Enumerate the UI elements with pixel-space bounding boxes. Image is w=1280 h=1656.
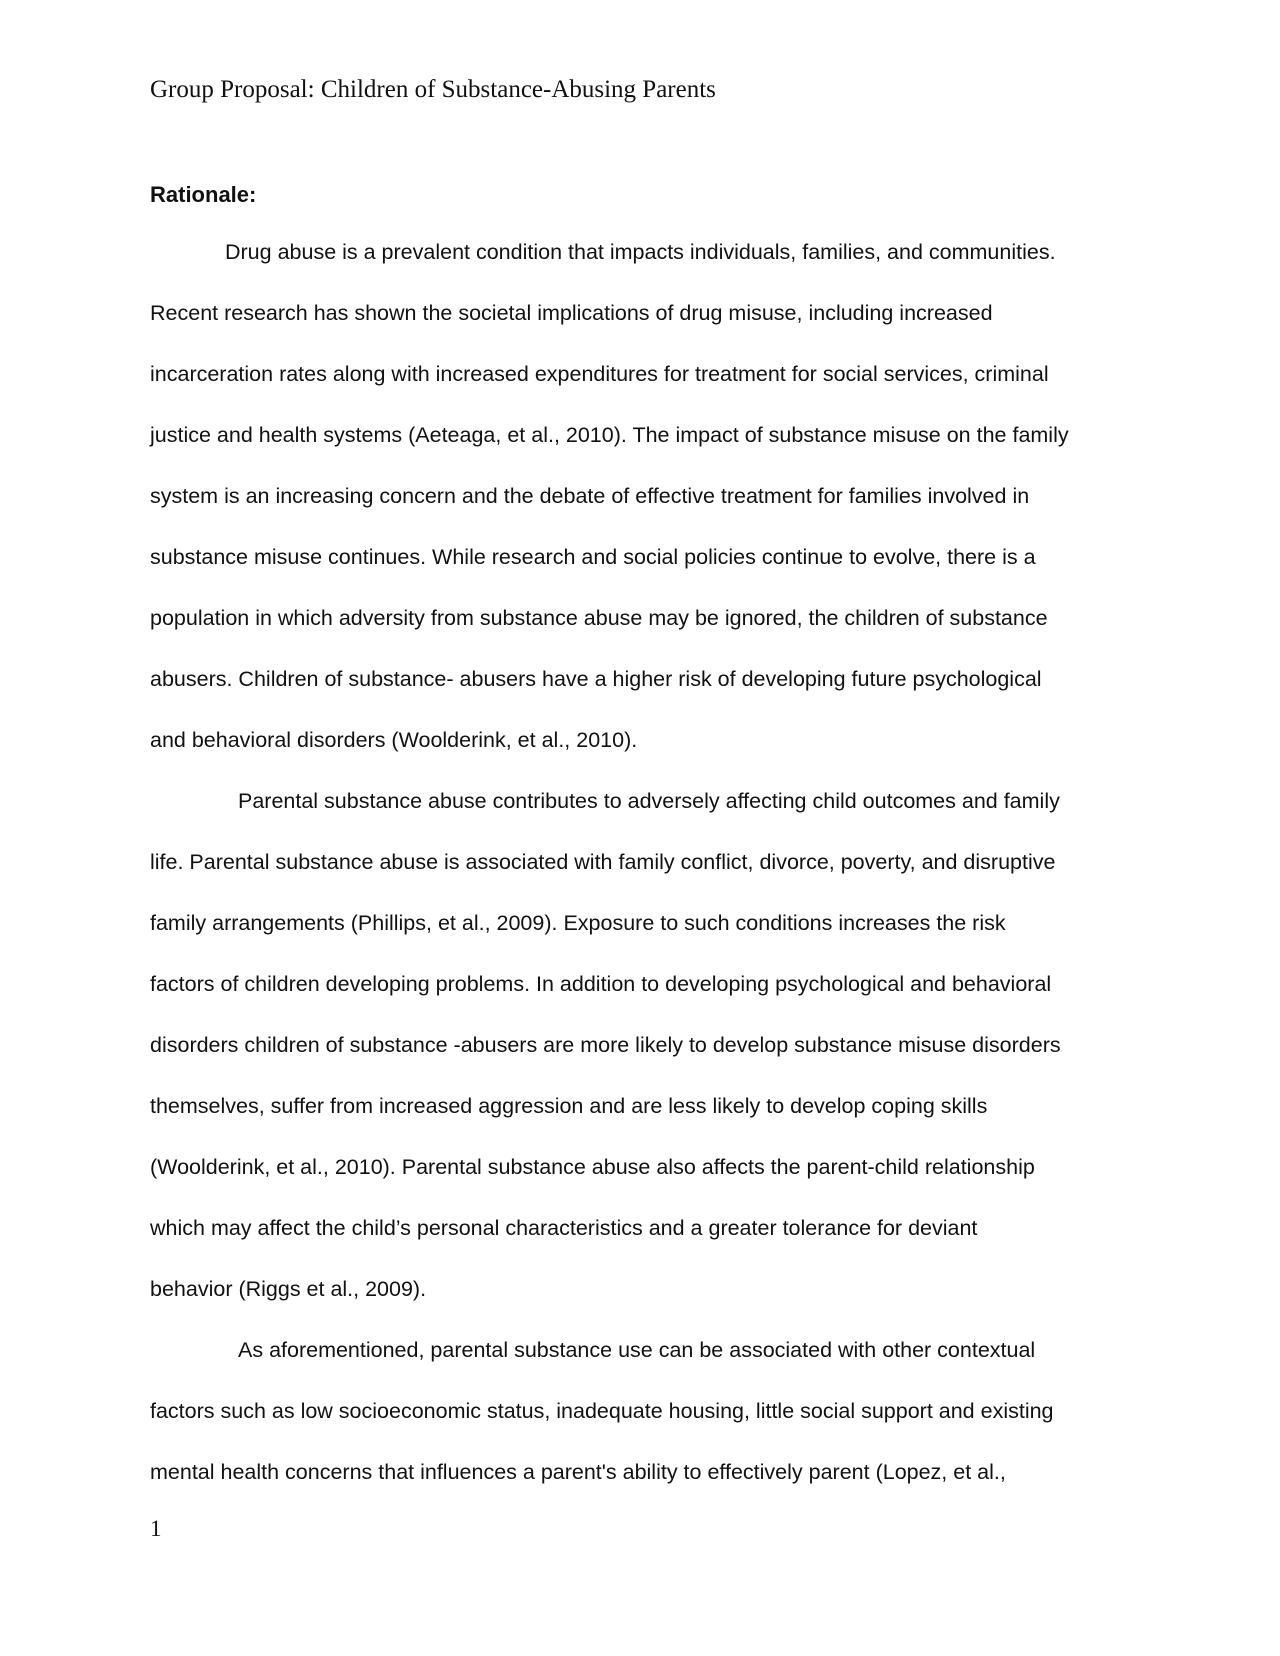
page-number: 1: [150, 1516, 162, 1541]
paragraph-line: abusers. Children of substance- abusers have a higher risk of developing future psychological: [150, 667, 1042, 691]
paragraph-line: (Woolderink, et al., 2010). Parental substance abuse also affects the parent-child relationship: [150, 1155, 1035, 1179]
paragraph-line: which may affect the child’s personal characteristics and a greater tolerance for deviant: [150, 1216, 978, 1240]
paragraph-line: mental health concerns that influences a parent's ability to effectively parent (Lopez, et al.,: [150, 1460, 1006, 1484]
paragraph-line: substance misuse continues. While research and social policies continue to evolve, there is a: [150, 545, 1036, 569]
section-heading: Rationale:: [150, 182, 257, 207]
paragraph-line: and behavioral disorders (Woolderink, et al., 2010).: [150, 728, 638, 752]
paragraph-line: As aforementioned, parental substance use can be associated with other contextual: [238, 1338, 1036, 1362]
running-header: Group Proposal: Children of Substance-Abusing Parents: [150, 76, 716, 103]
body-text: [150, 237, 1140, 1518]
paragraph-line: Parental substance abuse contributes to adversely affecting child outcomes and family: [238, 789, 1060, 813]
paragraph-line: system is an increasing concern and the debate of effective treatment for families involved in: [150, 484, 1030, 508]
paragraph-line: disorders children of substance -abusers are more likely to develop substance misuse disorders: [150, 1033, 1061, 1057]
paragraph-line: life. Parental substance abuse is associated with family conflict, divorce, poverty, and disruptive: [150, 850, 1056, 874]
paragraph-line: behavior (Riggs et al., 2009).: [150, 1277, 427, 1301]
paragraph-line: Drug abuse is a prevalent condition that impacts individuals, families, and communities.: [225, 240, 1056, 264]
paragraph-line: justice and health systems (Aeteaga, et al., 2010). The impact of substance misuse on the family: [150, 423, 1069, 447]
paragraph-line: incarceration rates along with increased expenditures for treatment for social services, criminal: [150, 362, 1049, 386]
paragraph-line: family arrangements (Phillips, et al., 2009). Exposure to such conditions increases the risk: [150, 911, 1006, 935]
paragraph-line: population in which adversity from substance abuse may be ignored, the children of substance: [150, 606, 1048, 630]
paragraph-line: factors such as low socioeconomic status, inadequate housing, little social support and existing: [150, 1399, 1054, 1423]
paragraph-line: Recent research has shown the societal implications of drug misuse, including increased: [150, 301, 993, 325]
paragraph-line: factors of children developing problems. In addition to developing psychological and behavioral: [150, 972, 1052, 996]
paragraph-line: themselves, suffer from increased aggression and are less likely to develop coping skills: [150, 1094, 988, 1118]
